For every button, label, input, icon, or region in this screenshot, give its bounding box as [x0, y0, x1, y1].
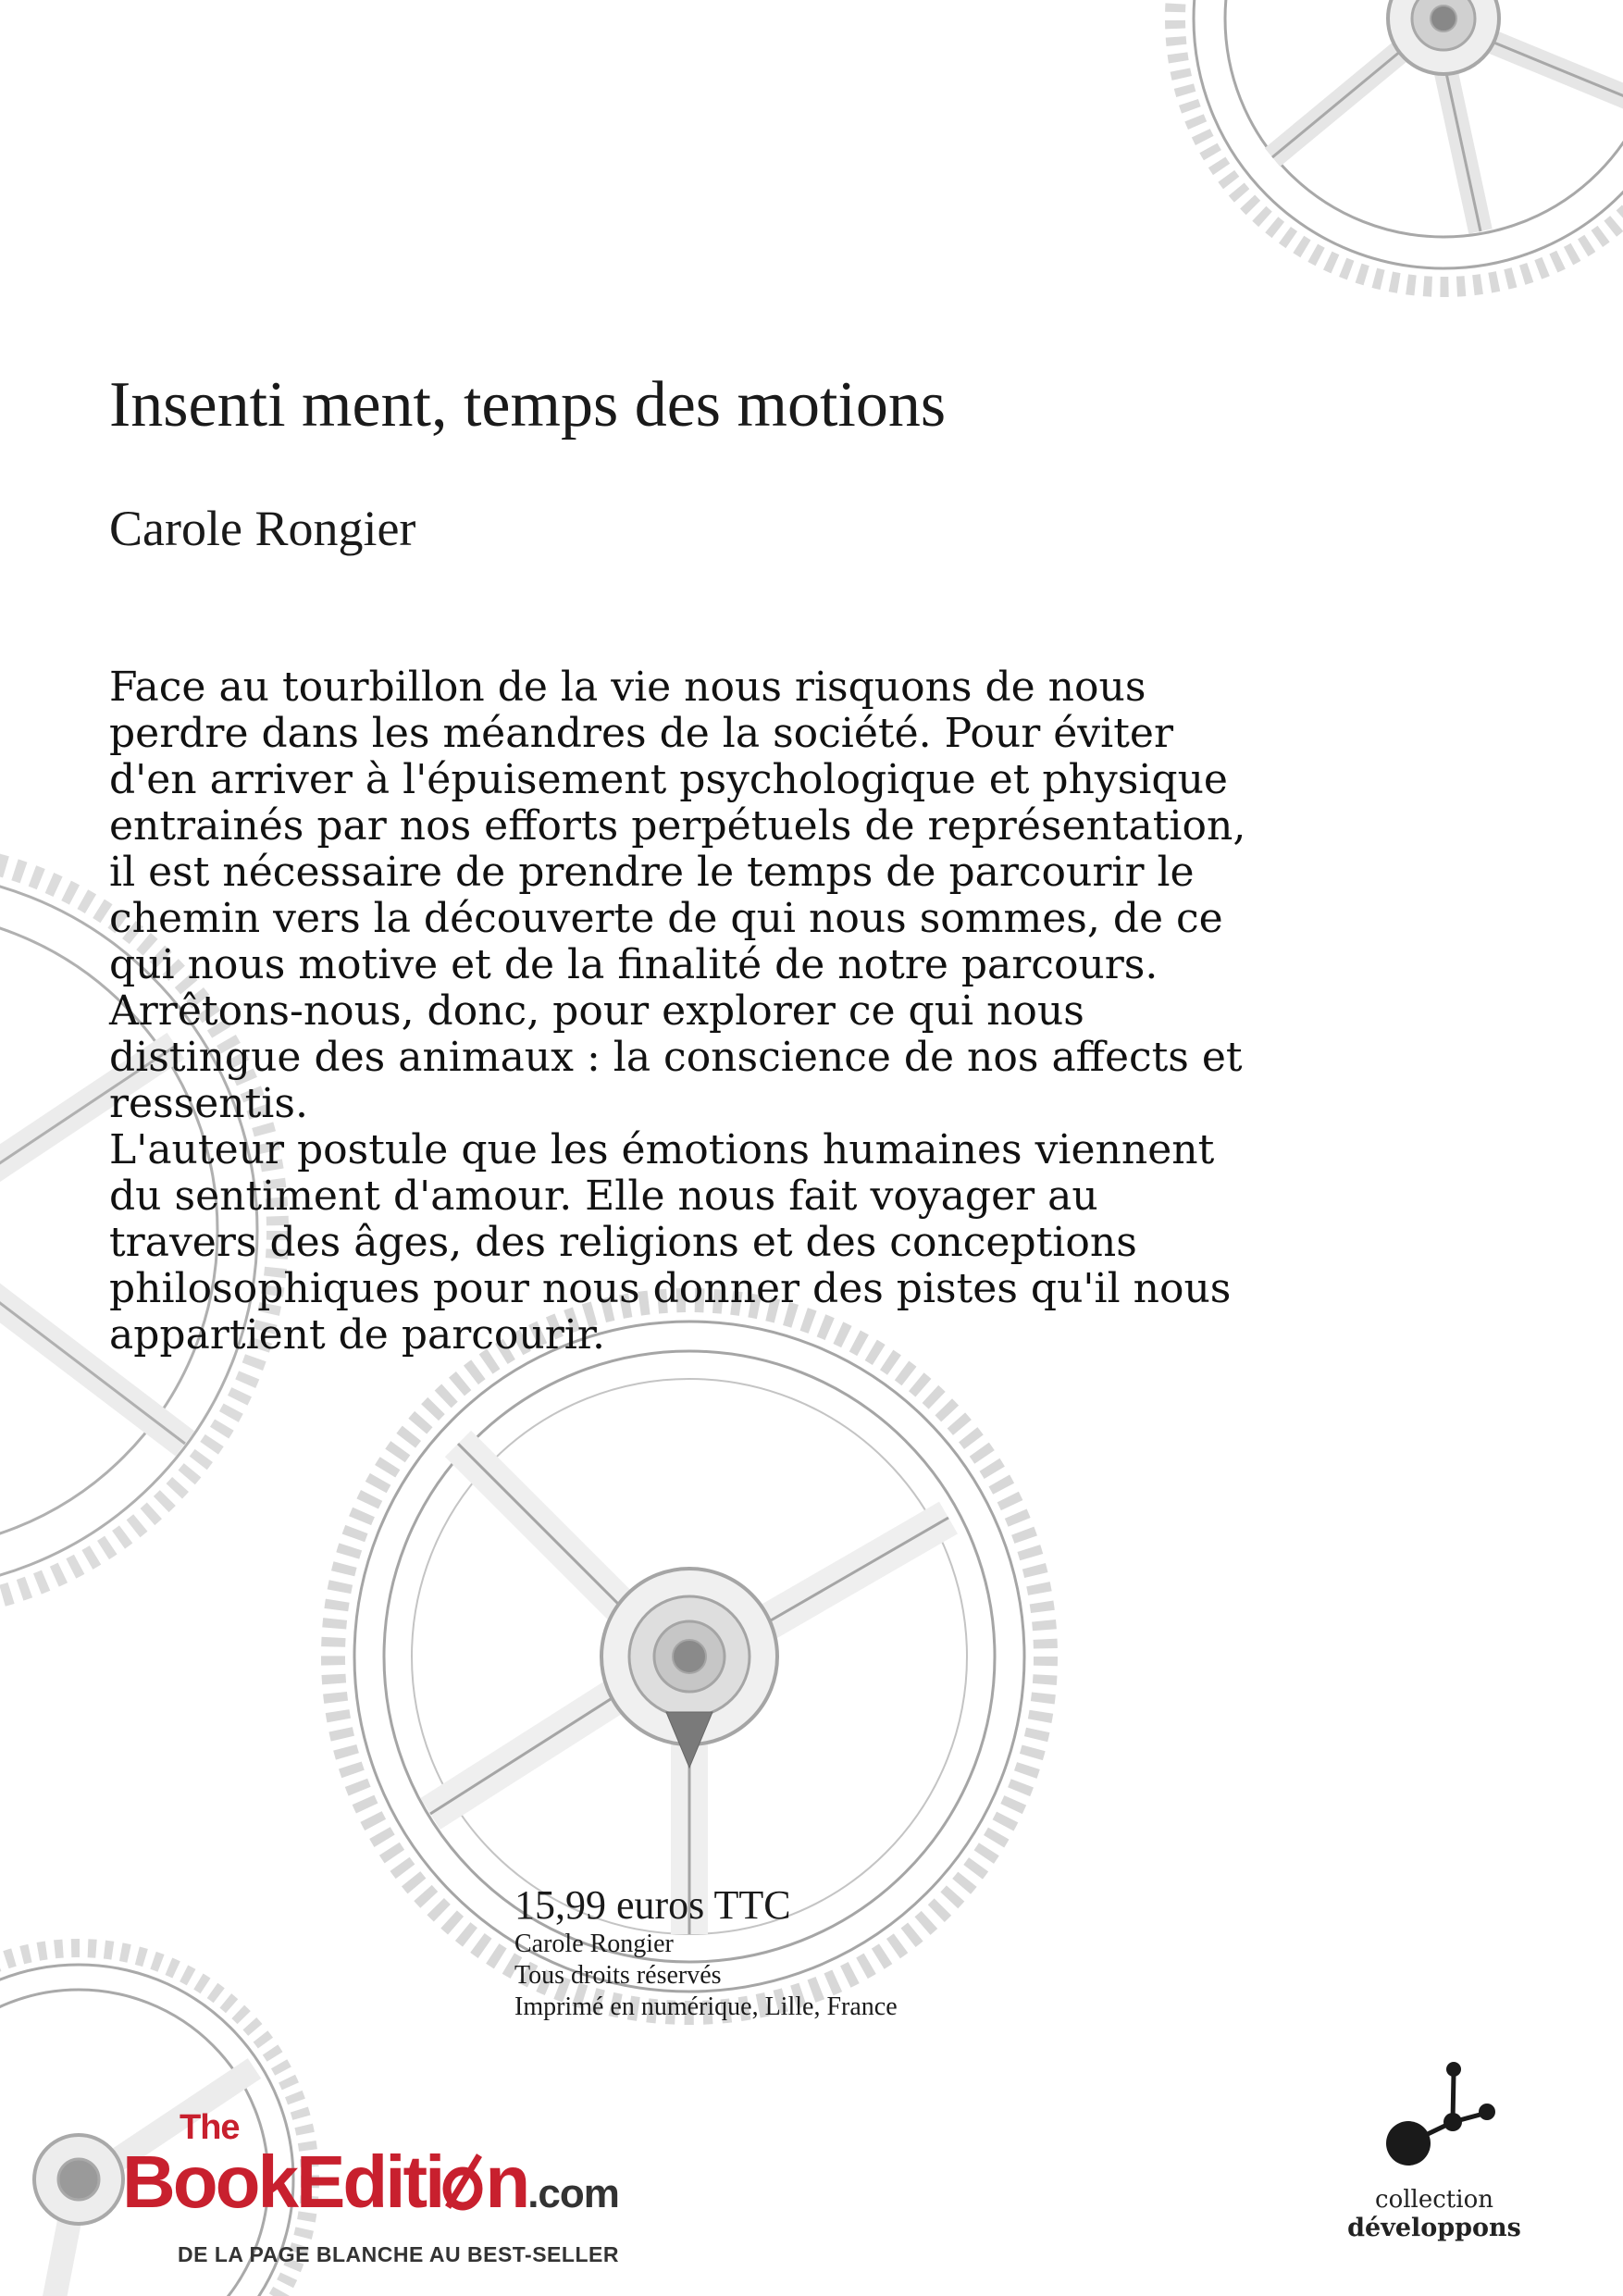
collection-label [1332, 2186, 1536, 2243]
publisher-tagline: DE LA PAGE BLANCHE AU BEST-SELLER [178, 2242, 619, 2266]
author-name: Carole Rongier [109, 501, 416, 556]
book-title: Insenti ment, temps des motions [109, 369, 947, 441]
collection-name: développons [1347, 2214, 1521, 2242]
summary-paragraph: Arrêtons-nous, donc, pour explorer ce qui nous distingue des animaux : la conscience de nos affects et ressentis. [109, 987, 1243, 1127]
printing-notice: Imprimé en numérique, Lille, France [514, 1992, 898, 2021]
publisher-logo-name-part1: BookEditi [122, 2141, 443, 2223]
publisher-logo-the: The [180, 2108, 240, 2147]
summary-paragraph: L'auteur postule que les émotions humaines viennent du sentiment d'amour. Elle nous fait voyager au travers des âges, des religions et des conceptions philosophiques pour nous donner des pistes qu'il nous appartient de parcourir. [109, 1126, 1232, 1359]
price: 15,99 euros TTC [514, 1882, 791, 1928]
back-cover-summary [109, 664, 1257, 1359]
summary-paragraph: Face au tourbillon de la vie nous risquons de nous perdre dans les méandres de la société. Pour éviter d'en arriver à l'épuisement psychologique et physique entrainés par nos efforts perpétuels de représentation, il est nécessaire de prendre le temps de parcourir le chemin vers la découverte de qui nous sommes, de ce qui nous motive et de la finalité de notre parcours. [109, 664, 1246, 988]
rights-notice: Tous droits réservés [514, 1961, 722, 1990]
colophon [514, 1882, 898, 2023]
collection-word: collection [1375, 2186, 1493, 2214]
publisher-logo-domain: .com [527, 2171, 619, 2216]
molecule-icon [1381, 2053, 1496, 2168]
publisher-logo-wordmark [122, 2141, 659, 2231]
quill-o-icon [442, 2152, 485, 2211]
publisher-logo [122, 2110, 659, 2267]
colophon-author: Carole Rongier [514, 1930, 674, 1958]
publisher-logo-name-part2: n [485, 2141, 528, 2223]
gear-top-right [1175, 0, 1623, 287]
